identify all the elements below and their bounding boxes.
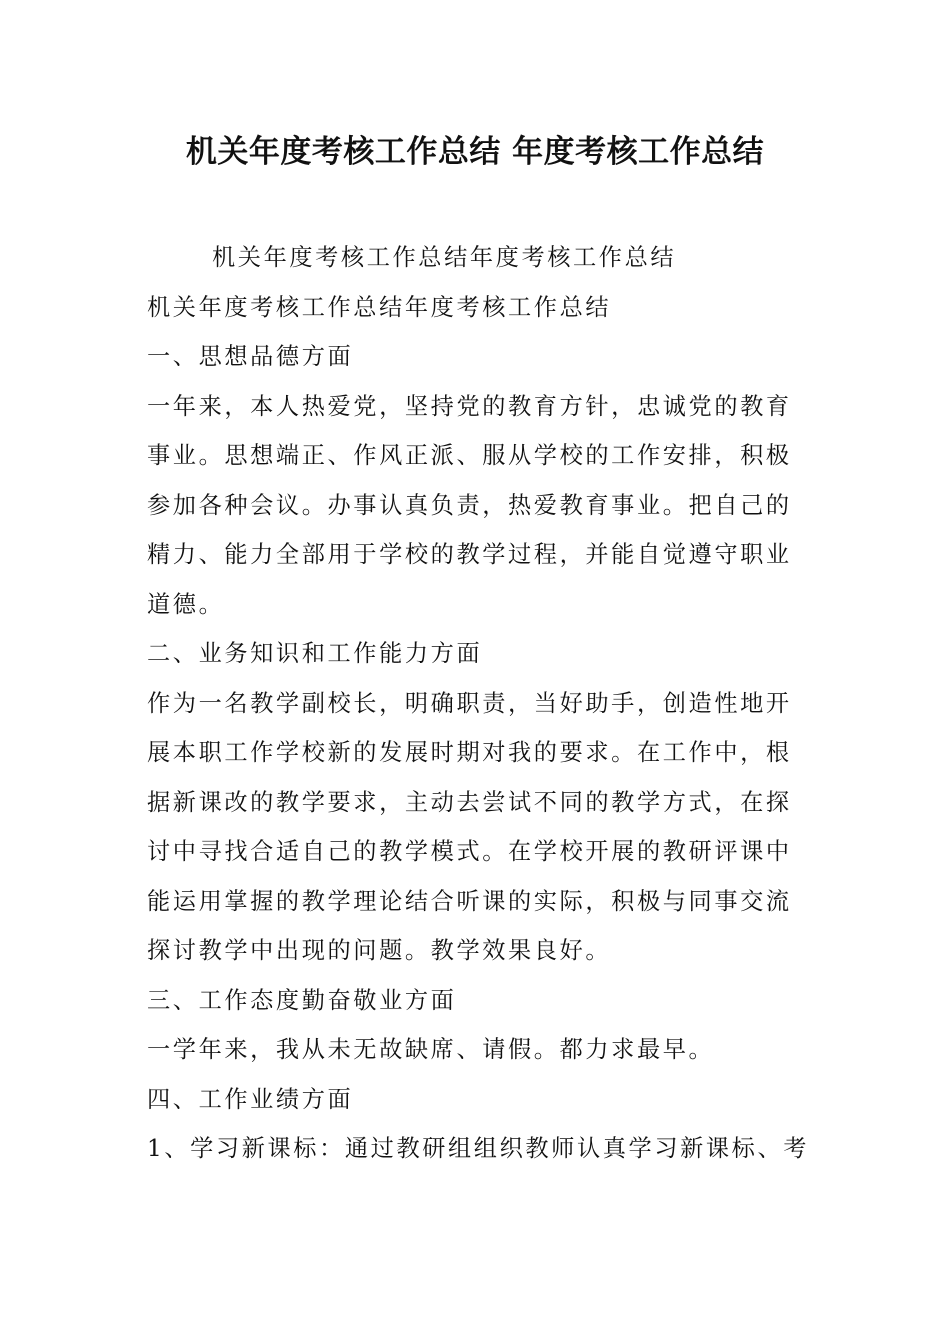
- section-heading-2: 二、业务知识和工作能力方面: [147, 640, 483, 667]
- document-body: [147, 233, 810, 1174]
- text-line: 能运用掌握的教学理论结合听课的实际，积极与同事交流: [147, 887, 792, 915]
- subtitle-line: 机关年度考核工作总结年度考核工作总结: [212, 244, 677, 271]
- text-line: 展本职工作学校新的发展时期对我的要求。在工作中，根: [147, 739, 792, 766]
- text-line: 探讨教学中出现的问题。教学效果良好。: [147, 937, 612, 964]
- text-line: 一年来，本人热爱党，坚持党的教育方针，忠诚党的教育: [147, 392, 792, 420]
- section-heading-3: 三、工作态度勤奋敬业方面: [147, 986, 457, 1014]
- text-line: 道德。: [147, 590, 225, 618]
- text-line: 一学年来，我从未无故缺席、请假。都力求最早。: [147, 1036, 715, 1063]
- text-line: 机关年度考核工作总结年度考核工作总结: [147, 293, 612, 321]
- text-line: 作为一名教学副校长，明确职责，当好助手，创造性地开: [147, 689, 792, 717]
- text-line: 1、学习新课标：通过教研组组织教师认真学习新课标、考: [147, 1135, 810, 1162]
- document-title: 机关年度考核工作总结 年度考核工作总结: [185, 134, 765, 170]
- text-line: 事业。思想端正、作风正派、服从学校的工作安排，积极: [147, 442, 792, 469]
- section-heading-1: 一、思想品德方面: [147, 343, 354, 370]
- section-heading-4: 四、工作业绩方面: [147, 1085, 354, 1113]
- text-line: 讨中寻找合适自己的教学模式。在学校开展的教研评课中: [147, 838, 792, 865]
- text-line: 参加各种会议。办事认真负责，热爱教育事业。把自己的: [147, 491, 792, 519]
- text-line: 精力、能力全部用于学校的教学过程，并能自觉遵守职业: [147, 541, 792, 568]
- text-line: 据新课改的教学要求，主动去尝试不同的教学方式，在探: [147, 788, 792, 816]
